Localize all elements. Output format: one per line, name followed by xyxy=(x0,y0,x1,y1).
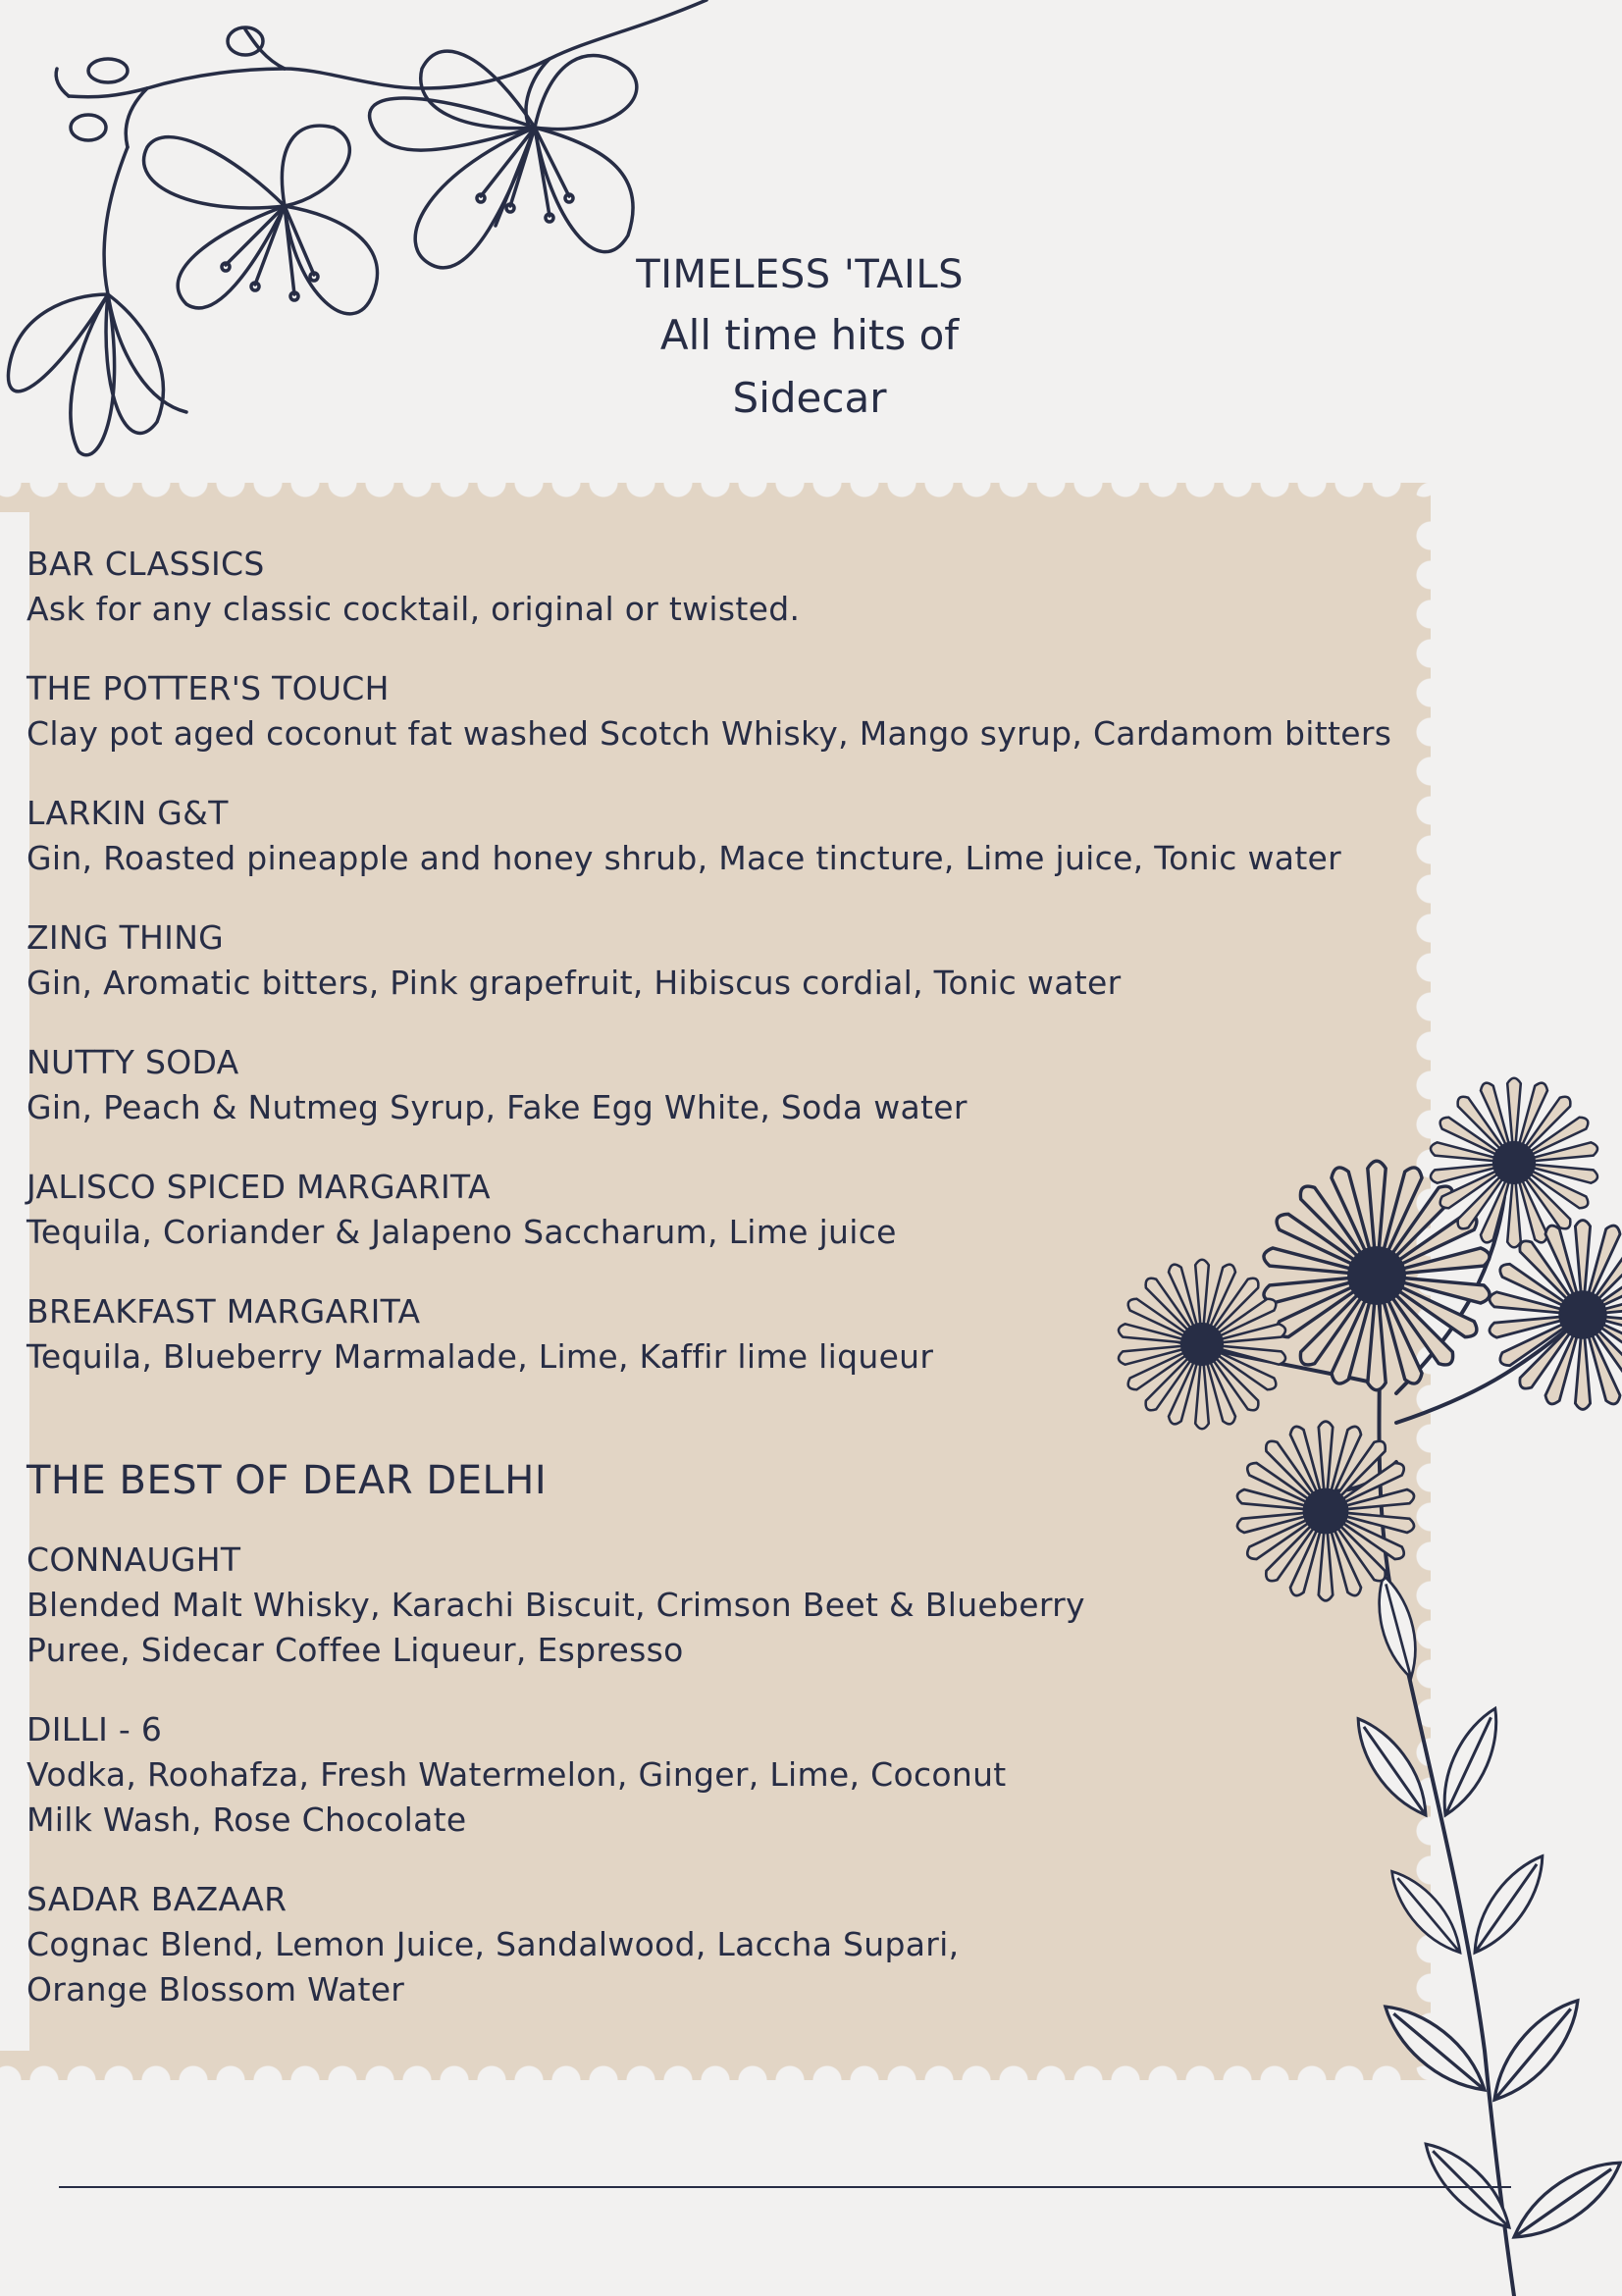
menu-item-description: Orange Blossom Water xyxy=(26,1970,405,2009)
menu-item-description: Tequila, Blueberry Marmalade, Lime, Kaffir lime liqueur xyxy=(26,1337,934,1376)
menu-item xyxy=(26,915,1400,1006)
menu-item-description: Gin, Roasted pineapple and honey shrub, Mace tincture, Lime juice, Tonic water xyxy=(26,839,1342,877)
menu-item-description: Blended Malt Whisky, Karachi Biscuit, Crimson Beet & Blueberry xyxy=(26,1586,1085,1624)
menu-item-description: Cognac Blend, Lemon Juice, Sandalwood, Laccha Supari, xyxy=(26,1925,960,1963)
menu-item-name: LARKIN G&T xyxy=(26,794,229,832)
menu-item-description: Vodka, Roohafza, Fresh Watermelon, Ginger, Lime, Coconut xyxy=(26,1755,1007,1794)
menu-item-description: Milk Wash, Rose Chocolate xyxy=(26,1800,467,1839)
menu-item xyxy=(26,791,1400,881)
menu-item-description: Clay pot aged coconut fat washed Scotch Whisky, Mango syrup, Cardamom bitters xyxy=(26,714,1392,753)
menu-item-name: ZING THING xyxy=(26,918,225,957)
menu-item-name: NUTTY SODA xyxy=(26,1043,239,1081)
menu-item-name: THE POTTER'S TOUCH xyxy=(26,669,390,707)
menu-item-description: Puree, Sidecar Coffee Liqueur, Espresso xyxy=(26,1631,684,1669)
menu-item-name: BREAKFAST MARGARITA xyxy=(26,1292,421,1331)
menu-item-description: Ask for any classic cocktail, original or twisted. xyxy=(26,590,801,628)
menu-item xyxy=(26,666,1400,757)
menu-item-description: Tequila, Coriander & Jalapeno Saccharum, Lime juice xyxy=(26,1213,897,1251)
menu-item xyxy=(26,542,1400,632)
menu-subtitle: All time hits of Sidecar xyxy=(659,311,960,422)
menu-item-name: DILLI - 6 xyxy=(26,1710,163,1748)
menu-item-description: Gin, Peach & Nutmeg Syrup, Fake Egg White, Soda water xyxy=(26,1088,968,1126)
menu-header xyxy=(579,245,1040,430)
menu-item-name: BAR CLASSICS xyxy=(26,545,265,583)
menu-item-name: SADAR BAZAAR xyxy=(26,1880,288,1918)
menu-item-name: CONNAUGHT xyxy=(26,1540,241,1579)
menu-item-description: Gin, Aromatic bitters, Pink grapefruit, Hibiscus cordial, Tonic water xyxy=(26,964,1122,1002)
section-title: THE BEST OF DEAR DELHI xyxy=(26,1458,548,1503)
daisy-flowers-icon xyxy=(1073,1070,1622,2296)
menu-item-name: JALISCO SPICED MARGARITA xyxy=(26,1168,491,1206)
footer-divider xyxy=(59,2186,1511,2188)
menu-title: TIMELESS 'TAILS xyxy=(636,252,964,297)
